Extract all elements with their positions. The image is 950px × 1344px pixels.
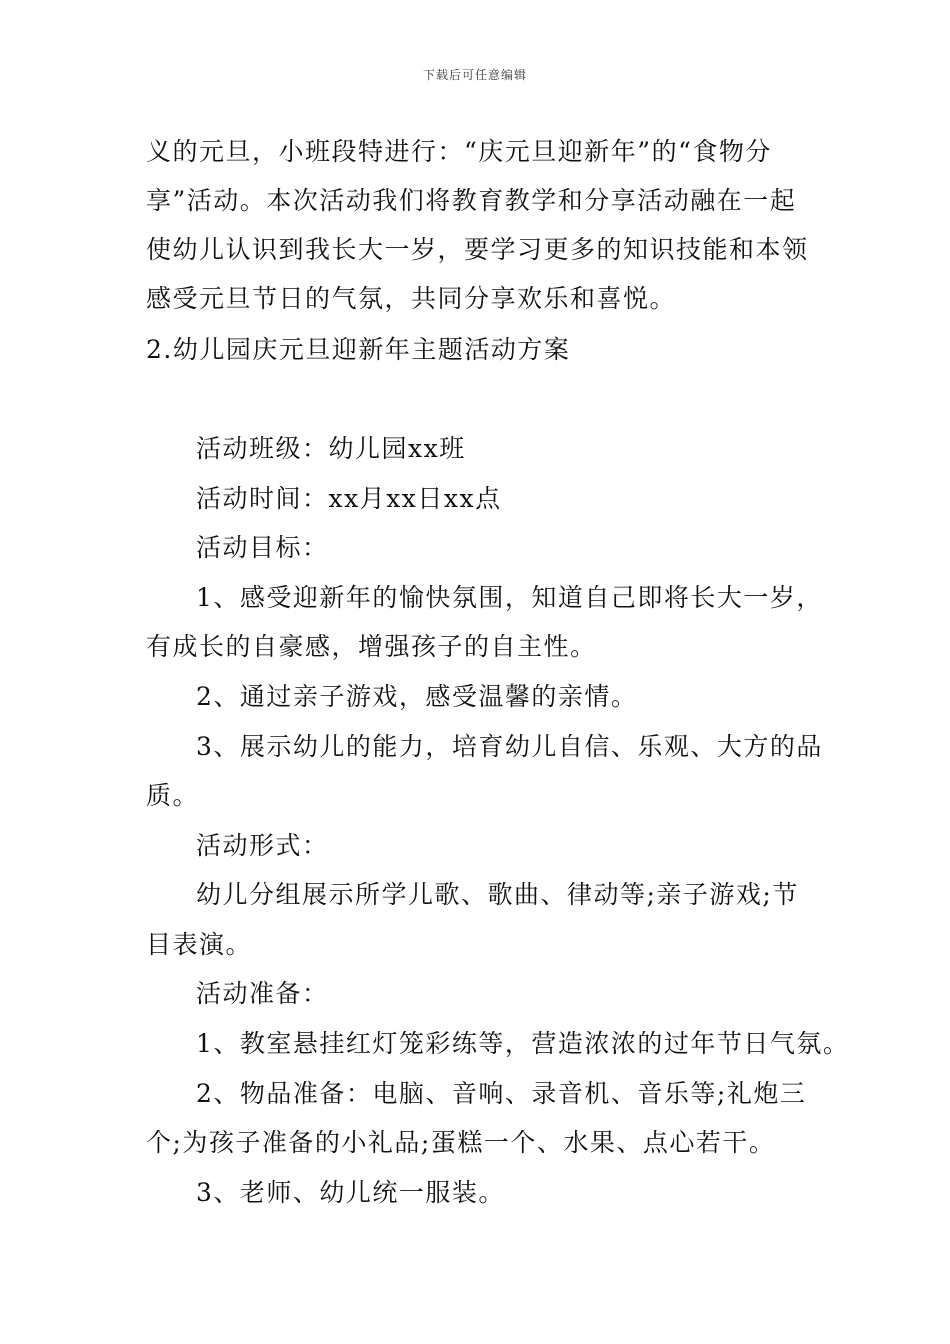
paragraph-line: 义的元旦，小班段特进行：“庆元旦迎新年”的“食物分 — [146, 137, 772, 166]
prep-item-continued: 个;为孩子准备的小礼品;蛋糕一个、水果、点心若干。 — [146, 1128, 776, 1157]
prep-item: 2、物品准备：电脑、音响、录音机、音乐等;礼炮三 — [196, 1079, 807, 1108]
goal-item: 2、通过亲子游戏，感受温馨的亲情。 — [196, 682, 638, 711]
activity-time: 活动时间：xx月xx日xx点 — [196, 484, 502, 513]
goal-item-continued: 质。 — [146, 781, 200, 810]
goal-title: 活动目标： — [196, 533, 329, 562]
form-title: 活动形式： — [196, 831, 329, 860]
form-text-continued: 目表演。 — [146, 930, 253, 959]
prep-item: 1、教室悬挂红灯笼彩练等，营造浓浓的过年节日气氛。 — [196, 1029, 850, 1058]
prep-item: 3、老师、幼儿统一服装。 — [196, 1178, 505, 1207]
activity-class: 活动班级：幼儿园xx班 — [196, 434, 466, 463]
paragraph-line: 使幼儿认识到我长大一岁，要学习更多的知识技能和本领 — [146, 235, 809, 264]
goal-item-continued: 有成长的自豪感，增强孩子的自主性。 — [146, 632, 597, 661]
goal-item: 1、感受迎新年的愉快氛围，知道自己即将长大一岁， — [196, 583, 823, 612]
page-header: 下载后可任意编辑 — [422, 68, 527, 82]
paragraph-line: 感受元旦节日的气氛，共同分享欢乐和喜悦。 — [146, 284, 677, 313]
prep-title: 活动准备： — [196, 979, 329, 1008]
section-heading: 2.幼儿园庆元旦迎新年主题活动方案 — [146, 335, 571, 364]
paragraph-line: 享”活动。本次活动我们将教育教学和分享活动融在一起 — [146, 186, 797, 215]
form-text: 幼儿分组展示所学儿歌、歌曲、律动等;亲子游戏;节 — [196, 880, 799, 909]
goal-item: 3、展示幼儿的能力，培育幼儿自信、乐观、大方的品 — [196, 732, 823, 761]
